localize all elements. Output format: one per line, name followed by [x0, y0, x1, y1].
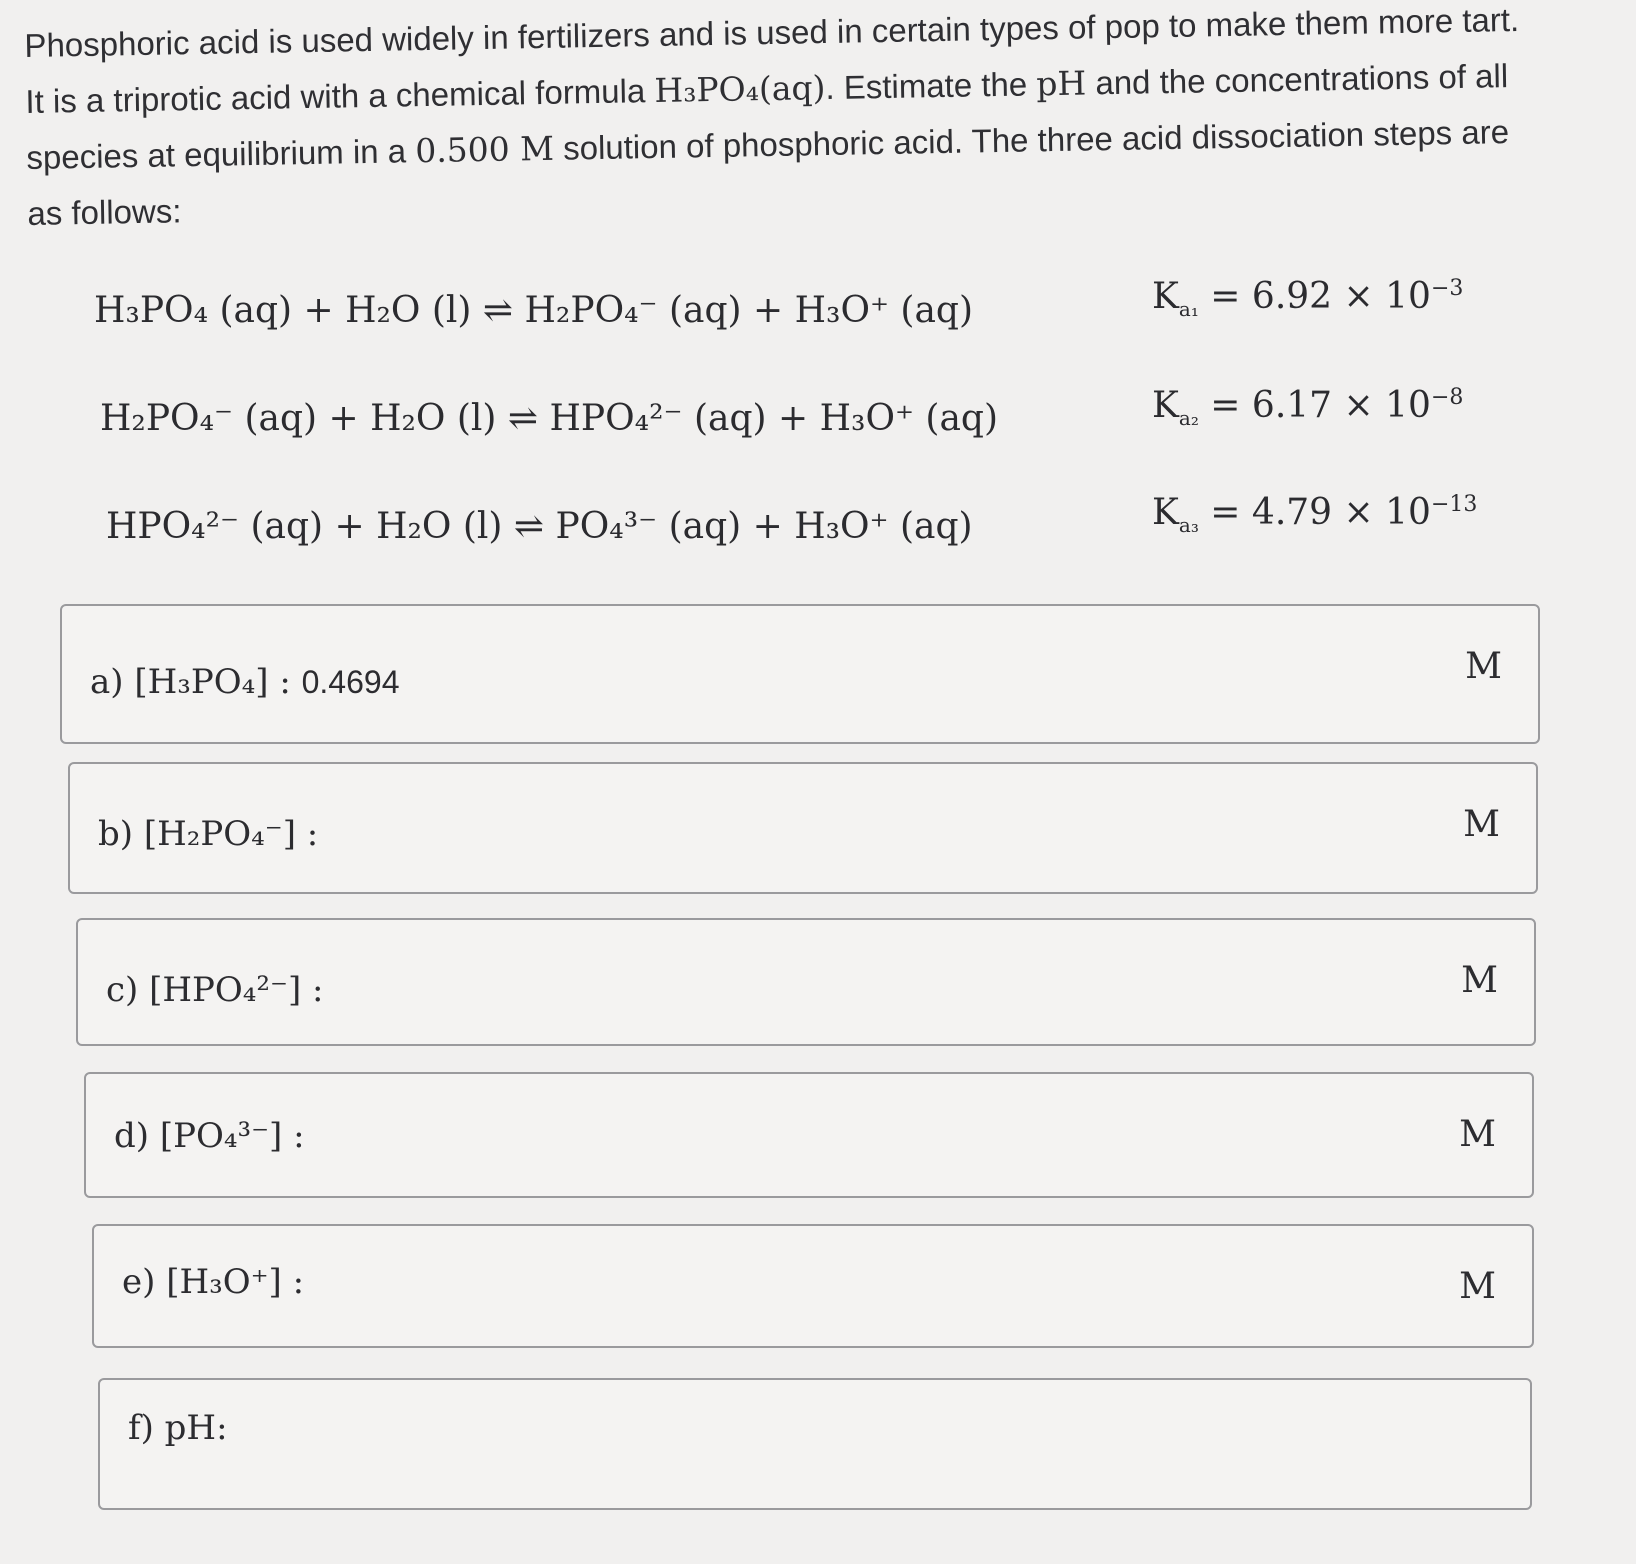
answer-label-f: f) pH:	[128, 1408, 228, 1448]
question-line-2-mid: . Estimate the	[825, 65, 1037, 107]
question-line-1: Phosphoric acid is used widely in fertilizers and is used in certain types of pop to make them more tart.	[24, 0, 1520, 64]
answer-label-c: c) [HPO₄²⁻] :	[106, 970, 324, 1010]
unit-label-b: M	[1463, 804, 1500, 845]
answer-field-ph[interactable]	[98, 1378, 1532, 1510]
formula-h3po4: H₃PO₄(aq)	[654, 68, 826, 111]
answer-label-b: b) [H₂PO₄⁻] :	[98, 814, 319, 854]
ka2-value: = 6.17 × 10	[1198, 385, 1431, 426]
ka3-equation	[1152, 492, 1477, 537]
answer-field-h3po4[interactable]	[60, 604, 1540, 744]
ka1-symbol: K	[1152, 276, 1179, 317]
unit-label-a: M	[1465, 646, 1502, 687]
unit-label-c: M	[1461, 960, 1498, 1001]
ph-symbol: pH	[1035, 63, 1087, 104]
ka3-symbol: K	[1152, 492, 1179, 533]
question-text	[24, 0, 1618, 242]
answer-field-h3o[interactable]	[92, 1224, 1534, 1348]
question-line-2-post: and the concentrations of all	[1085, 57, 1509, 102]
ka3-exponent: −13	[1430, 492, 1478, 517]
answer-value-a: 0.4694	[301, 664, 400, 700]
reaction-1: H₃PO₄ (aq) + H₂O (l) ⇌ H₂PO₄⁻ (aq) + H₃O⁺ (aq)	[94, 290, 973, 331]
answer-label-e: e) [H₃O⁺] :	[122, 1262, 305, 1302]
ka2-exponent: −8	[1430, 385, 1464, 410]
ka1-subscript: a₁	[1178, 297, 1199, 322]
answer-label-a	[90, 662, 399, 702]
ka1-exponent: −3	[1430, 276, 1464, 301]
question-line-2-pre: It is a triprotic acid with a chemical formula	[25, 72, 655, 120]
question-line-3-post: solution of phosphoric acid. The three acid dissociation steps are	[553, 113, 1510, 167]
question-line-4: as follows:	[27, 192, 182, 232]
ka1-equation	[1152, 276, 1463, 321]
concentration-value: 0.500 M	[414, 128, 555, 171]
ka1-value: = 6.92 × 10	[1198, 276, 1431, 317]
question-line-3-pre: species at equilibrium in a	[26, 132, 416, 176]
ka3-subscript: a₃	[1178, 513, 1199, 538]
answer-field-hpo4[interactable]	[76, 918, 1536, 1046]
ka2-symbol: K	[1152, 385, 1179, 426]
ka3-value: = 4.79 × 10	[1198, 492, 1431, 533]
unit-label-e: M	[1459, 1266, 1496, 1307]
answer-field-po4[interactable]	[84, 1072, 1534, 1198]
ka2-equation	[1152, 385, 1463, 430]
answer-label-d: d) [PO₄³⁻] :	[114, 1116, 305, 1156]
answer-label-a-text: a) [H₃PO₄] :	[90, 662, 302, 702]
reaction-2: H₂PO₄⁻ (aq) + H₂O (l) ⇌ HPO₄²⁻ (aq) + H₃O⁺ (aq)	[100, 398, 998, 439]
answer-field-h2po4[interactable]	[68, 762, 1538, 894]
reaction-3: HPO₄²⁻ (aq) + H₂O (l) ⇌ PO₄³⁻ (aq) + H₃O⁺ (aq)	[106, 506, 973, 547]
ka2-subscript: a₂	[1178, 406, 1199, 431]
unit-label-d: M	[1459, 1114, 1496, 1155]
